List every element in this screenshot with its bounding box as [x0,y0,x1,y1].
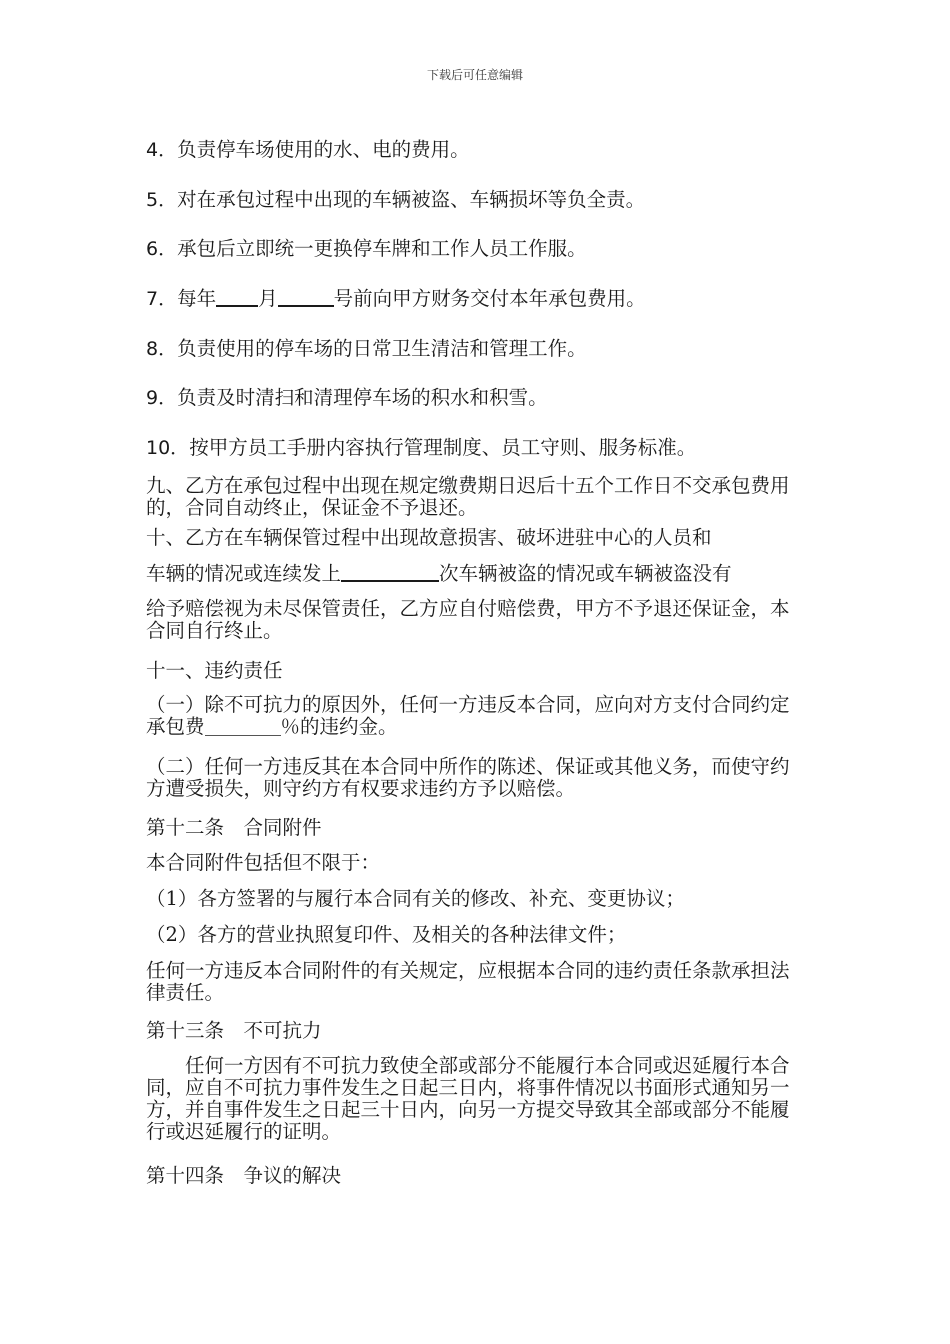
month-blank [216,287,258,307]
clause-11-title: 十一、违约责任 [146,659,283,682]
item-5 [146,187,816,213]
clause-12-note: 任何一方违反本合同附件的有关规定，应根据本合同的违约责任条款承担法律责任。 [146,959,790,1004]
clause-12-item-2: （2）各方的营业执照复印件、及相关的各种法律文件； [146,923,627,946]
item-text: 承包后立即统一更换停车牌和工作人员工作服。 [177,237,587,260]
item-text: 负责及时清扫和清理停车场的积水和积雪。 [177,386,548,409]
item-number: 8． [146,338,178,360]
item-number: 7． [146,288,178,310]
item-number: 10． [146,437,190,459]
item-9 [146,385,816,411]
clause-10-text: 车辆的情况或连续发上 [146,562,342,585]
item-4 [146,137,816,163]
item-text: 对在承包过程中出现的车辆被盗、车辆损坏等负全责。 [177,188,646,211]
item-7 [146,286,816,312]
item-number: 4． [146,139,178,161]
item-number: 9． [146,387,178,409]
item-text: 号前向甲方财务交付本年承包费用。 [333,287,646,310]
clause-10-text: 次车辆被盗的情况或车辆被盗没有 [439,562,732,585]
clause-11-p2: （二）任何一方违反其在本合同中所作的陈述、保证或其他义务，而使守约方遭受损失，则守约方有权要求违约方予以赔偿。 [146,755,790,800]
item-text: 按甲方员工手册内容执行管理制度、员工守则、服务标准。 [189,436,697,459]
item-number: 5． [146,189,178,211]
percent-blank [205,717,281,736]
clause-9: 九、乙方在承包过程中出现在规定缴费期日迟后十五个工作日不交承包费用的，合同自动终止，保证金不予退还。 [146,474,790,519]
clause-10-line-3: 给予赔偿视为未尽保管责任，乙方应自付赔偿费，甲方不予退还保证金，本合同自行终止。 [146,597,790,642]
clause-11-p1 [146,694,806,738]
item-text: 月 [258,287,278,310]
clause-12-title: 第十二条 合同附件 [146,816,322,839]
clause-11-text: （一）除不可抗力的原因外，任何一方违反本合同，应向对方支付合同约定承包费 [146,693,790,738]
item-6 [146,236,816,262]
item-number: 6． [146,238,178,260]
clause-11-text: ％的违约金。 [280,715,398,738]
item-text: 每年 [177,287,217,310]
item-10 [146,435,816,461]
item-text: 负责使用的停车场的日常卫生清洁和管理工作。 [177,337,587,360]
clause-12-intro: 本合同附件包括但不限于： [146,851,381,874]
item-text: 负责停车场使用的水、电的费用。 [177,138,470,161]
page-header: 下载后可任意编辑 [426,68,523,82]
clause-10-line-1: 十、乙方在车辆保管过程中出现故意损害、破坏进驻中心的人员和 [146,526,712,549]
clause-13-body: 任何一方因有不可抗力致使全部或部分不能履行本合同或迟延履行本合同，应自不可抗力事件发生之日起三日内，将事件情况以书面形式通知另一方，并自事件发生之日起三十日内，向另一方提交导致其全部或部分不能履行或迟延履行的证明。 [146,1054,790,1143]
day-blank [278,287,334,307]
clause-12-item-1: （1）各方签署的与履行本合同有关的修改、补充、变更协议； [146,887,685,910]
clause-13-title: 第十三条 不可抗力 [146,1019,322,1042]
item-8 [146,336,816,362]
clause-14-title: 第十四条 争议的解决 [146,1164,342,1187]
clause-10-line-2 [146,561,816,586]
count-blank [341,562,439,582]
